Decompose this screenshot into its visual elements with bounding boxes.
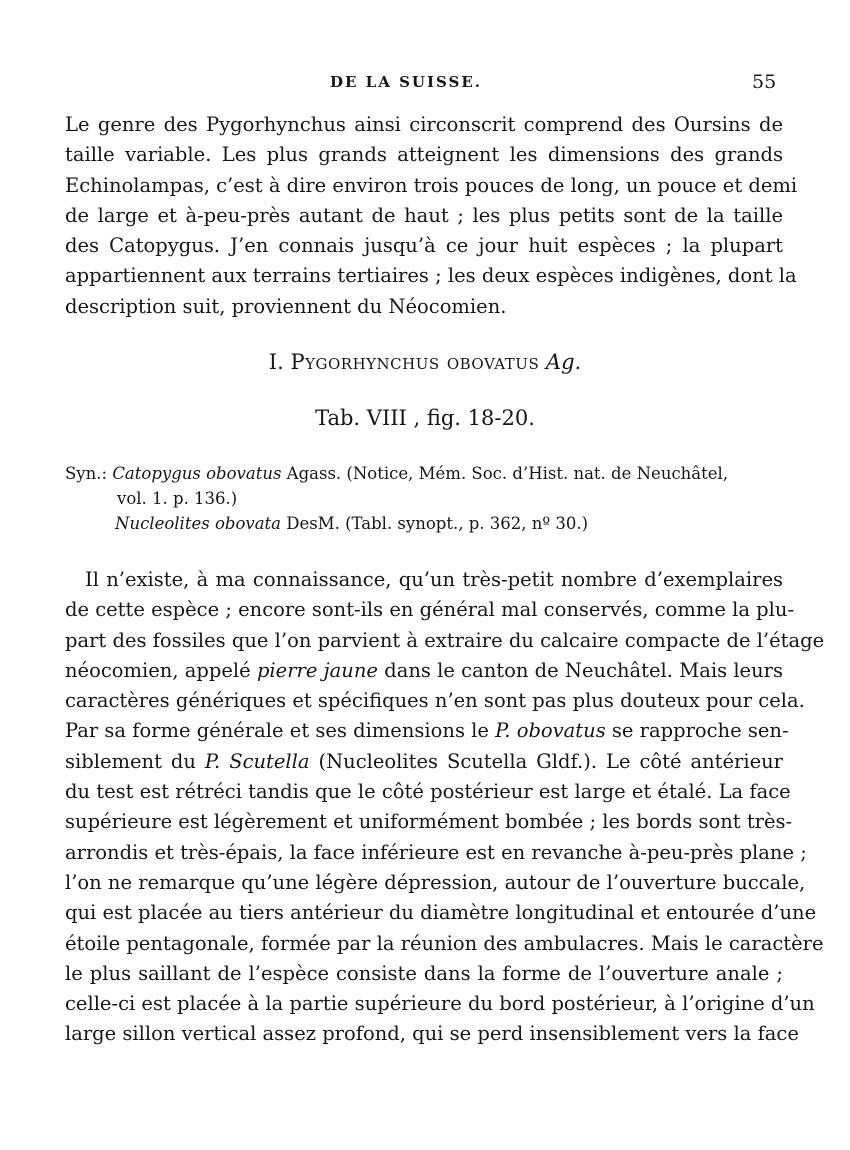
text-line: supérieure est légèrement et uniformément bombée ; les bords sont très- [65, 810, 793, 834]
plate-reference: Tab. VIII , fig. 18-20. [315, 406, 535, 430]
text-line: taille variable. Les plus grands atteignent les dimensions des grands [65, 143, 783, 167]
text-line: appartiennent aux terrains tertiaires ; les deux espèces indigènes, dont la [65, 264, 797, 288]
text-line: description suit, proviennent du Néocomien. [65, 294, 507, 318]
text-line: des Catopygus. J’en connais jusqu’à ce jour huit espèces ; la plupart [65, 234, 783, 258]
species-heading [0, 350, 850, 374]
synonym-taxon: Catopygus obovatus [112, 464, 282, 483]
synonym-taxon: Nucleolites obovata [115, 514, 281, 533]
italic-term: P. obovatus [495, 719, 606, 743]
text-line: le plus saillant de l’espèce consiste dans la forme de l’ouverture anale ; [65, 961, 783, 985]
synonymy-block [65, 461, 783, 536]
species-author: Ag. [545, 350, 582, 374]
synonym-citation: DesM. (Tabl. synopt., p. 362, nº 30.) [281, 514, 589, 533]
italic-term: P. Scutella [204, 749, 310, 773]
text-line: part des fossiles que l’on parvient à extraire du calcaire compacte de l’étage [65, 628, 825, 652]
text-line: de cette espèce ; encore sont-ils en général mal conservés, comme la plu- [65, 598, 795, 622]
synonym-line [65, 511, 783, 536]
text-line: qui est placée au tiers antérieur du diamètre longitudinal et entourée d’une [65, 901, 817, 925]
species-numeral: I. [268, 350, 284, 374]
text-line: l’on ne remarque qu’une légère dépression, autour de l’ouverture buccale, [65, 870, 806, 894]
text-line: siblement du P. Scutella (Nucleolites Scutella Gldf.). Le côté antérieur [65, 749, 783, 773]
text-line: Echinolampas, c’est à dire environ trois pouces de long, un pouce et demi [65, 173, 798, 197]
page-number: 55 [752, 71, 777, 93]
text-line: Le genre des Pygorhynchus ainsi circonscrit comprend des Oursins de [65, 113, 783, 136]
species-name: Pygorhynchus obovatus [290, 350, 540, 374]
text-line: étoile pentagonale, formée par la réunion des ambulacres. Mais le caractère [65, 931, 824, 955]
text-line: celle-ci est placée à la partie supérieure du bord postérieur, à l’origine d’un [65, 992, 815, 1016]
text-line: de large et à-peu-près autant de haut ; les plus petits sont de la taille [65, 203, 783, 227]
synonymy-label: Syn.: [65, 464, 108, 483]
text-line: Il n’existe, à ma connaissance, qu’un très-petit nombre d’exemplaires [85, 568, 783, 591]
main-paragraph [65, 565, 825, 1050]
text-line: arrondis et très-épais, la face inférieure est en revanche à-peu-près plane ; [65, 840, 807, 864]
italic-term: pierre jaune [256, 658, 378, 682]
text-line: néocomien, appelé pierre jaune dans le canton de Neuchâtel. Mais leurs [65, 658, 783, 682]
synonym-continuation: vol. 1. p. 136.) [117, 489, 238, 508]
synonym-line [65, 461, 783, 486]
text-line: Par sa forme générale et ses dimensions le P. obovatus se rapproche sen- [65, 719, 789, 743]
text-line: large sillon vertical assez profond, qui se perd insensiblement vers la face [65, 1022, 799, 1046]
running-title: DE LA SUISSE. [330, 73, 482, 91]
text-line: caractères génériques et spécifiques n’en sont pas plus douteux pour cela. [65, 689, 805, 713]
text-line: du test est rétréci tandis que le côté postérieur est large et étalé. La face [65, 780, 791, 804]
intro-paragraph [65, 110, 798, 322]
synonym-citation: Agass. (Notice, Mém. Soc. d’Hist. nat. de Neuchâtel, [281, 464, 729, 483]
running-header [0, 73, 850, 97]
